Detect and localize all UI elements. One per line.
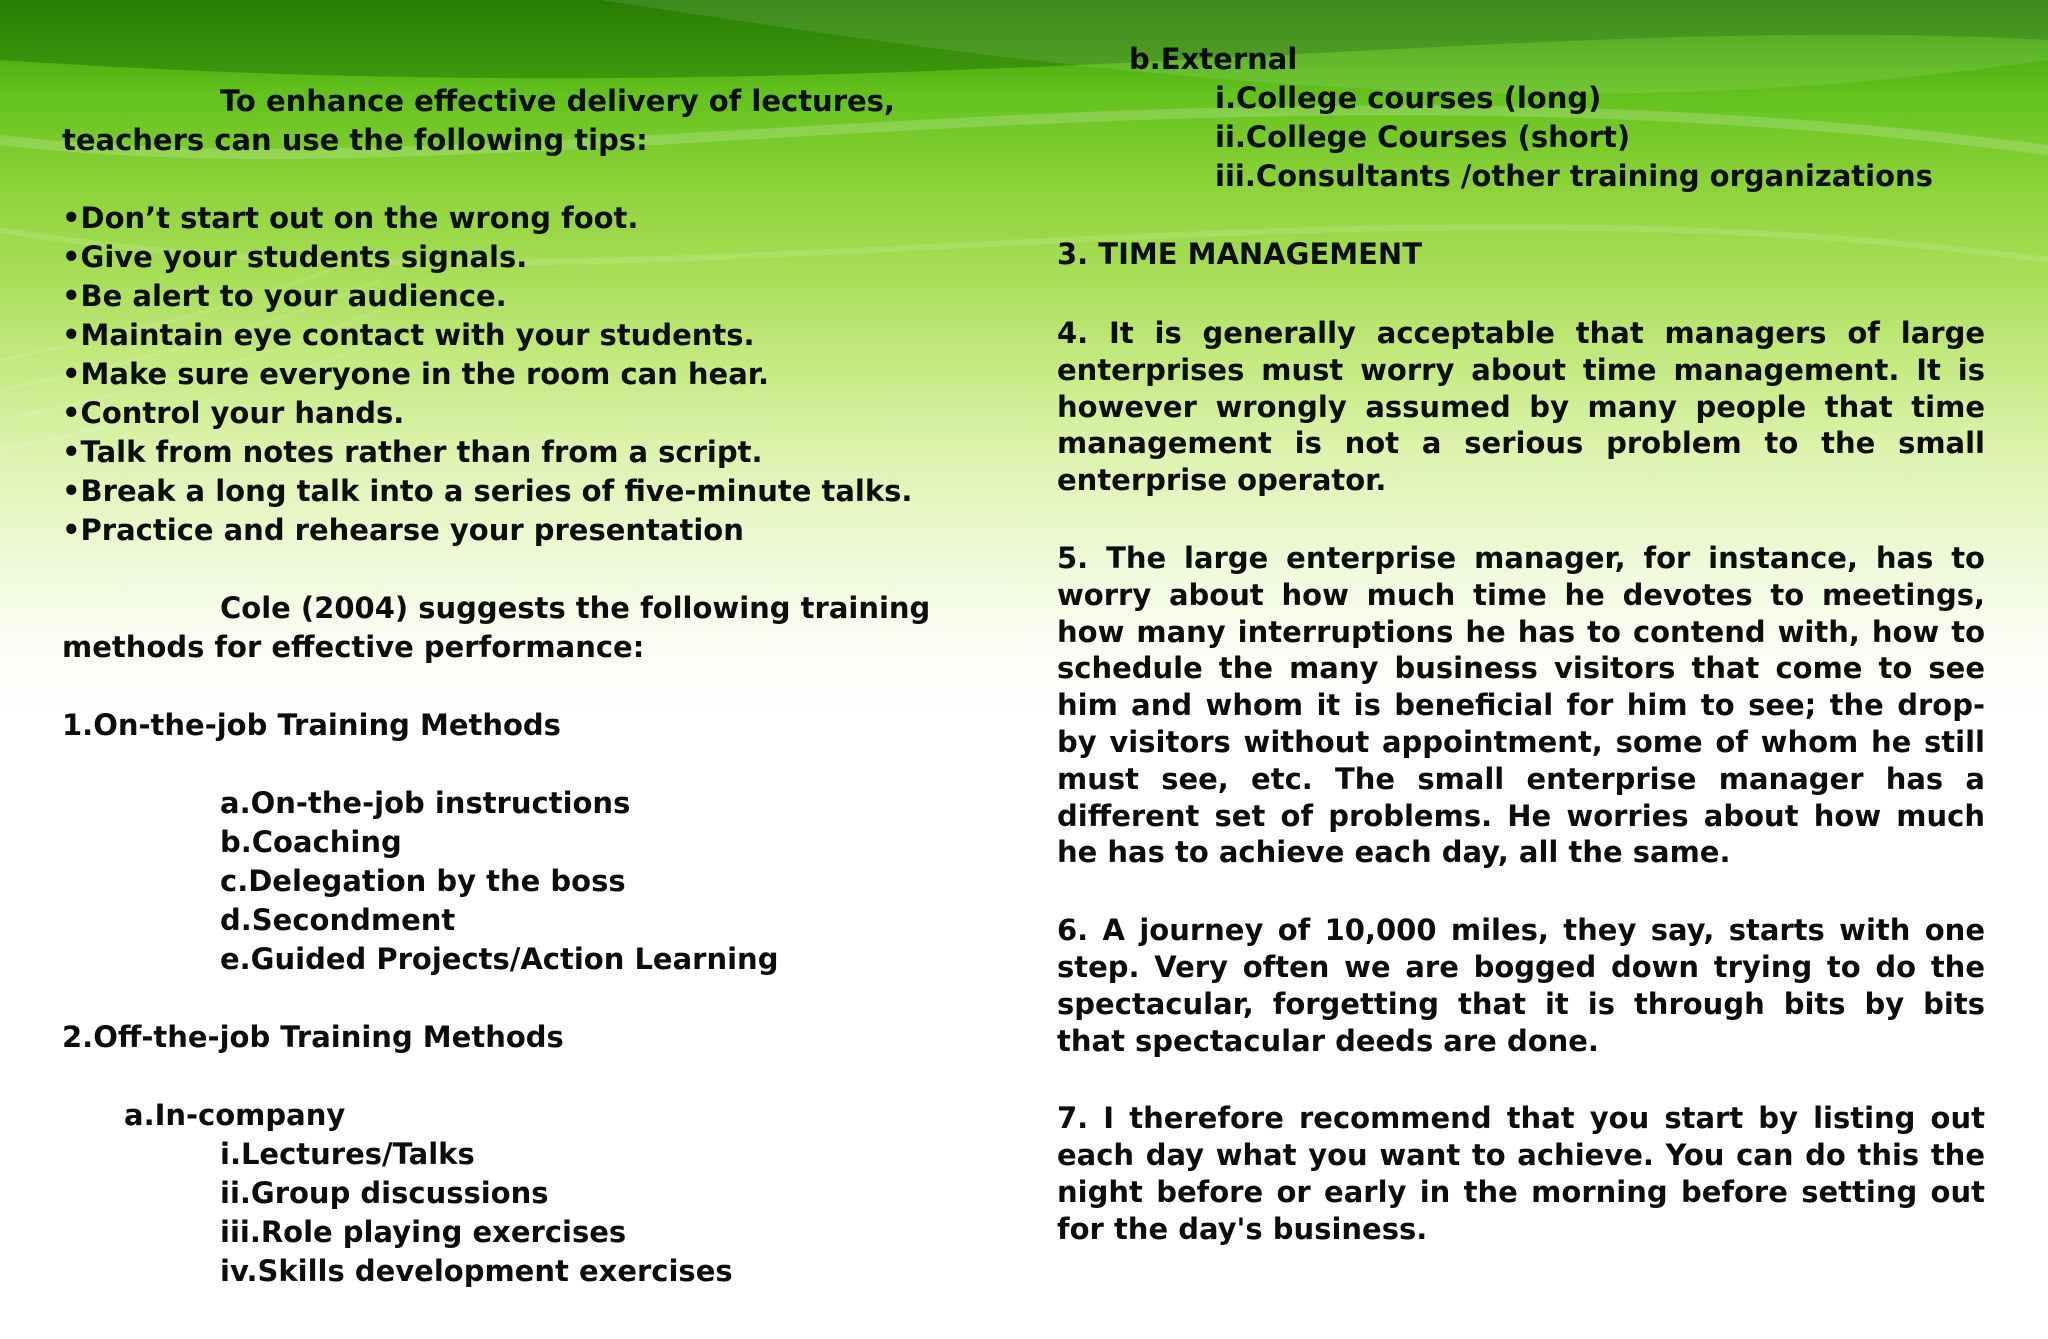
list-item: b.Coaching — [220, 825, 402, 859]
list-item: ii.College Courses (short) — [1215, 120, 1631, 154]
list-item: •Break a long talk into a series of five-minute talks. — [62, 474, 913, 508]
in-company-list — [62, 1135, 982, 1291]
list-item: a.On-the-job instructions — [220, 786, 631, 820]
section-heading: 1.On-the-job Training Methods — [62, 708, 561, 742]
right-column — [1057, 40, 1985, 1248]
section-heading: 2.Off-the-job Training Methods — [62, 1020, 564, 1054]
list-item: •Be alert to your audience. — [62, 279, 507, 313]
list-item: •Control your hands. — [62, 396, 405, 430]
paragraph: 4. It is generally acceptable that managers of large enterprises must worry about time management. It is however wrongly assumed by many people that time management is not a serious problem to the small enterprise operator. — [1057, 316, 1985, 498]
list-item: •Don’t start out on the wrong foot. — [62, 201, 639, 235]
list-item: •Practice and rehearse your presentation — [62, 513, 744, 547]
list-item: c.Delegation by the boss — [220, 864, 626, 898]
tips-list — [62, 199, 982, 550]
list-item: i.Lectures/Talks — [220, 1137, 475, 1171]
list-item: i.College courses (long) — [1215, 81, 1602, 115]
list-item: •Make sure everyone in the room can hear. — [62, 357, 769, 391]
list-item: •Maintain eye contact with your students. — [62, 318, 755, 352]
intro-text: To enhance effective delivery of lectures, — [220, 84, 895, 118]
left-column — [62, 82, 982, 1291]
sub-heading: b.External — [1129, 42, 1298, 76]
list-item: •Give your students signals. — [62, 240, 528, 274]
list-item: ii.Group discussions — [220, 1176, 549, 1210]
list-item: iii.Consultants /other training organizations — [1215, 159, 1933, 193]
paragraph: 7. I therefore recommend that you start by listing out each day what you want to achieve. You can do this the night before or early in the morning before setting out for the day's business. — [1057, 1101, 1985, 1246]
sub-heading: a.In-company — [124, 1098, 346, 1132]
cole-text: Cole (2004) suggests the following training — [220, 591, 931, 625]
cole-text: methods for effective performance: — [62, 630, 645, 664]
on-job-list — [62, 784, 982, 979]
list-item: d.Secondment — [220, 903, 456, 937]
intro-text: teachers can use the following tips: — [62, 123, 648, 157]
paragraph: 6. A journey of 10,000 miles, they say, starts with one step. Very often we are bogged down trying to do the spectacular, forgetting that it is through bits by bits that spectacular deeds are done. — [1057, 913, 1985, 1058]
section-heading: 3. TIME MANAGEMENT — [1057, 237, 1422, 271]
list-item: iii.Role playing exercises — [220, 1215, 627, 1249]
paragraph: 5. The large enterprise manager, for instance, has to worry about how much time he devotes to meetings, how many interruptions he has to contend with, how to schedule the many business visitors that come to see him and whom it is beneficial for him to see; the drop-by visitors without appointment, some of whom he still must see, etc. The small enterprise manager has a different set of problems. He worries about how much he has to achieve each day, all the same. — [1057, 540, 1985, 870]
list-item: iv.Skills development exercises — [220, 1254, 733, 1288]
list-item: •Talk from notes rather than from a script. — [62, 435, 763, 469]
list-item: e.Guided Projects/Action Learning — [220, 942, 779, 976]
external-list — [1057, 79, 1985, 196]
